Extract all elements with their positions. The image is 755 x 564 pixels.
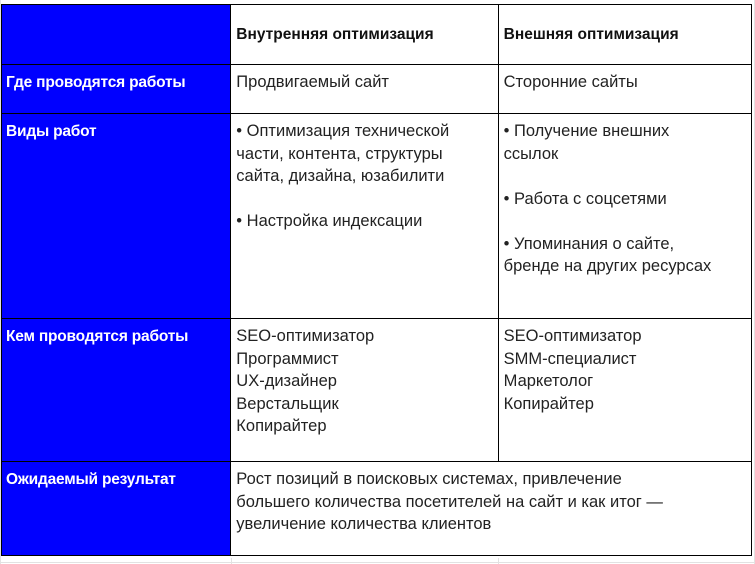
result-text-line: Рост позиций в поисковых системах, привлечение <box>236 470 622 488</box>
table-row-expected-result <box>2 462 752 556</box>
row-label: Ожидаемый результат <box>6 471 176 488</box>
role-item: Маркетолог <box>503 372 594 390</box>
bullet-item-line: • Оптимизация технической <box>236 122 450 140</box>
cell-internal-where[interactable] <box>231 65 498 114</box>
role-item: SEO-оптимизатор <box>503 327 642 345</box>
row-label: Кем проводятся работы <box>6 328 189 345</box>
bullet-item-line: сайта, дизайна, юзабилити <box>236 167 445 185</box>
row-label: Виды работ <box>6 123 97 140</box>
role-item: UX-дизайнер <box>236 372 337 390</box>
bullet-item-line: ссылок <box>503 144 559 163</box>
result-text-line: увеличение количества клиентов <box>236 515 492 533</box>
bullet-item-line: части, контента, структуры <box>236 144 443 163</box>
sheet-gridline <box>231 558 232 564</box>
bullet-item-line: • Работа с соцсетями <box>503 189 667 208</box>
row-label-cell[interactable] <box>2 114 231 319</box>
row-label: Где проводятся работы <box>6 74 186 91</box>
bullet-item-line: • Настройка индексации <box>236 212 423 230</box>
bullet-item-line: бренде на других ресурсах <box>503 257 712 275</box>
row-label-cell[interactable] <box>2 462 231 556</box>
column-header-external[interactable] <box>498 5 751 65</box>
bullet-item-line: • Упоминания о сайте, <box>503 234 675 253</box>
table-row-where <box>2 65 752 114</box>
result-text-line: большего количества посетителей на сайт и как итог — <box>236 492 663 511</box>
header-corner-cell[interactable] <box>2 5 231 65</box>
cell-expected-result-merged[interactable] <box>231 462 752 556</box>
role-item: Копирайтер <box>503 394 594 413</box>
bullet-item-line: • Получение внешних <box>503 122 670 140</box>
cell-internal-work-types[interactable] <box>231 114 498 319</box>
role-item: SEO-оптимизатор <box>236 327 375 345</box>
sheet-gridline <box>0 562 755 563</box>
table-row-work-types <box>2 114 752 319</box>
comparison-table <box>1 4 752 556</box>
column-header-external-label: Внешняя оптимизация <box>503 25 679 43</box>
table-row-performers <box>2 319 752 462</box>
cell-external-work-types[interactable] <box>498 114 751 319</box>
corner-label <box>2 5 230 12</box>
row-label-cell[interactable] <box>2 65 231 114</box>
role-item: Копирайтер <box>236 417 327 435</box>
cell-internal-performers[interactable] <box>231 319 498 462</box>
cell-text: Продвигаемый сайт <box>236 73 389 91</box>
cell-external-performers[interactable] <box>498 319 751 462</box>
row-label-cell[interactable] <box>2 319 231 462</box>
sheet-gridline <box>498 558 499 564</box>
header-row <box>2 5 752 65</box>
role-item: SMM-специалист <box>503 349 637 368</box>
column-header-internal-label: Внутренняя оптимизация <box>236 25 434 43</box>
cell-external-where[interactable] <box>498 65 751 114</box>
role-item: Верстальщик <box>236 394 339 413</box>
column-header-internal[interactable] <box>231 5 498 65</box>
role-item: Программист <box>236 349 339 368</box>
cell-text: Сторонние сайты <box>503 73 638 91</box>
